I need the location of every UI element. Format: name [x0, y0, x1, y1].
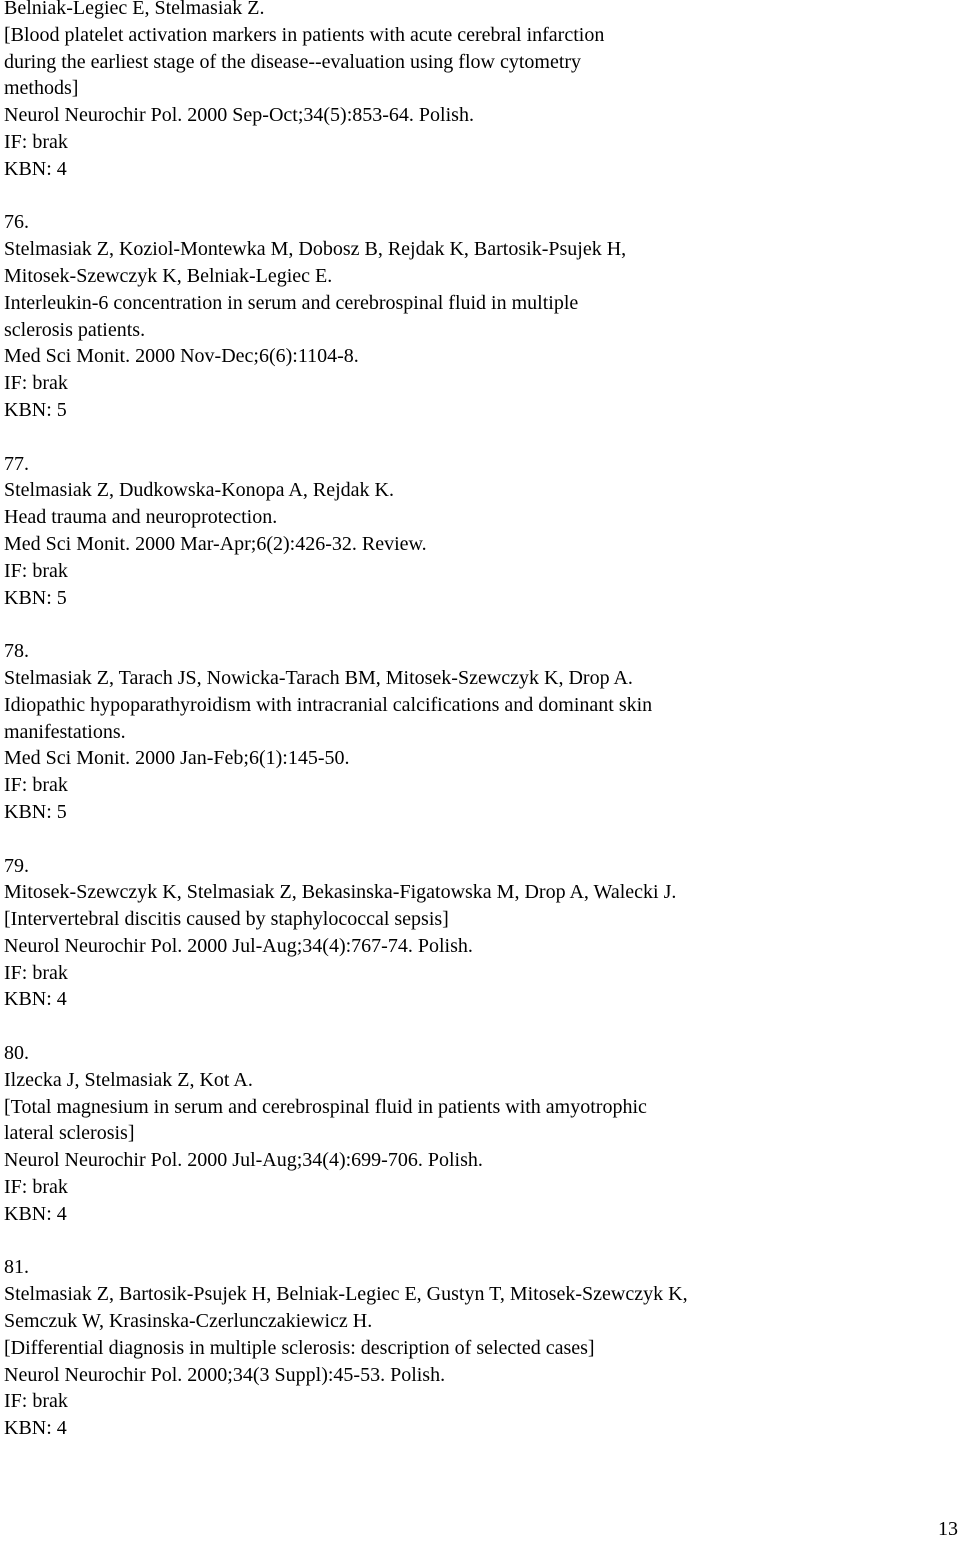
citation-line: [Intervertebral discitis caused by staphylococcal sepsis] — [4, 908, 449, 931]
citation-line: Idiopathic hypoparathyroidism with intracranial calcifications and dominant skin — [4, 693, 653, 716]
citation-line: KBN: 5 — [4, 800, 67, 823]
citation-line: [Total magnesium in serum and cerebrospinal fluid in patients with amyotrophic — [4, 1095, 647, 1118]
citation-line: Stelmasiak Z, Bartosik-Psujek H, Belniak-Legiec E, Gustyn T, Mitosek-Szewczyk K, — [4, 1283, 688, 1306]
citation-line: KBN: 5 — [4, 398, 67, 421]
citation-line: IF: brak — [4, 774, 68, 797]
citation-line: Mitosek-Szewczyk K, Belniak-Legiec E. — [4, 264, 333, 287]
citation-line: [Differential diagnosis in multiple sclerosis: description of selected cases] — [4, 1336, 595, 1359]
citation-line: 80. — [4, 1042, 29, 1065]
citation-line: Head trauma and neuroprotection. — [4, 506, 278, 529]
citation-line: methods] — [4, 77, 79, 100]
citation-line: during the earliest stage of the disease--evaluation using flow cytometry — [4, 50, 582, 73]
entry-spacer — [4, 424, 944, 451]
entry-spacer — [4, 1228, 944, 1255]
citation-line: Neurol Neurochir Pol. 2000;34(3 Suppl):45-53. Polish. — [4, 1363, 446, 1386]
citation-line: IF: brak — [4, 130, 68, 153]
citation-line: Ilzecka J, Stelmasiak Z, Kot A. — [4, 1068, 253, 1091]
citation-line: 76. — [4, 211, 29, 234]
citation-entry — [4, 1040, 944, 1228]
citation-line: lateral sclerosis] — [4, 1122, 135, 1145]
entry-spacer — [4, 1013, 944, 1040]
citation-line: manifestations. — [4, 720, 126, 743]
citation-line: KBN: 4 — [4, 1417, 67, 1440]
citation-line: Med Sci Monit. 2000 Nov-Dec;6(6):1104-8. — [4, 345, 359, 368]
citation-line: KBN: 4 — [4, 1202, 67, 1225]
citation-line: 81. — [4, 1256, 29, 1279]
citation-line: Med Sci Monit. 2000 Mar-Apr;6(2):426-32. Review. — [4, 532, 427, 555]
citation-entry — [4, 853, 944, 1014]
citation-line: IF: brak — [4, 1390, 68, 1413]
citation-line: IF: brak — [4, 559, 68, 582]
citation-entry — [4, 451, 944, 612]
citation-line: IF: brak — [4, 1176, 68, 1199]
citation-line: 78. — [4, 640, 29, 663]
citation-line: Med Sci Monit. 2000 Jan-Feb;6(1):145-50. — [4, 747, 350, 770]
citation-entry — [4, 209, 944, 423]
page-number: 13 — [938, 1518, 958, 1540]
citation-line: 77. — [4, 452, 29, 475]
citation-line: Stelmasiak Z, Koziol-Montewka M, Dobosz B, Rejdak K, Bartosik-Psujek H, — [4, 238, 627, 261]
citation-line: Neurol Neurochir Pol. 2000 Jul-Aug;34(4):699-706. Polish. — [4, 1149, 483, 1172]
citation-line: 79. — [4, 854, 29, 877]
citation-line: Neurol Neurochir Pol. 2000 Sep-Oct;34(5):853-64. Polish. — [4, 104, 474, 127]
bibliography-list — [4, 0, 944, 1442]
citation-line: Stelmasiak Z, Tarach JS, Nowicka-Tarach BM, Mitosek-Szewczyk K, Drop A. — [4, 666, 633, 689]
citation-line: Belniak-Legiec E, Stelmasiak Z. — [4, 0, 265, 19]
citation-entry — [4, 638, 944, 826]
citation-line: Stelmasiak Z, Dudkowska-Konopa A, Rejdak K. — [4, 479, 394, 502]
entry-spacer — [4, 611, 944, 638]
citation-entry — [4, 1254, 944, 1442]
citation-entry — [4, 0, 944, 183]
citation-line: sclerosis patients. — [4, 318, 146, 341]
citation-line: KBN: 4 — [4, 157, 67, 180]
citation-line: Neurol Neurochir Pol. 2000 Jul-Aug;34(4):767-74. Polish. — [4, 934, 473, 957]
citation-line: IF: brak — [4, 961, 68, 984]
entry-spacer — [4, 183, 944, 210]
citation-line: Interleukin-6 concentration in serum and cerebrospinal fluid in multiple — [4, 291, 579, 314]
citation-line: KBN: 4 — [4, 988, 67, 1011]
citation-line: Semczuk W, Krasinska-Czerlunczakiewicz H. — [4, 1310, 373, 1333]
citation-line: Mitosek-Szewczyk K, Stelmasiak Z, Bekasinska-Figatowska M, Drop A, Walecki J. — [4, 881, 677, 904]
citation-line: KBN: 5 — [4, 586, 67, 609]
entry-spacer — [4, 826, 944, 853]
citation-line: IF: brak — [4, 372, 68, 395]
citation-line: [Blood platelet activation markers in patients with acute cerebral infarction — [4, 23, 605, 46]
